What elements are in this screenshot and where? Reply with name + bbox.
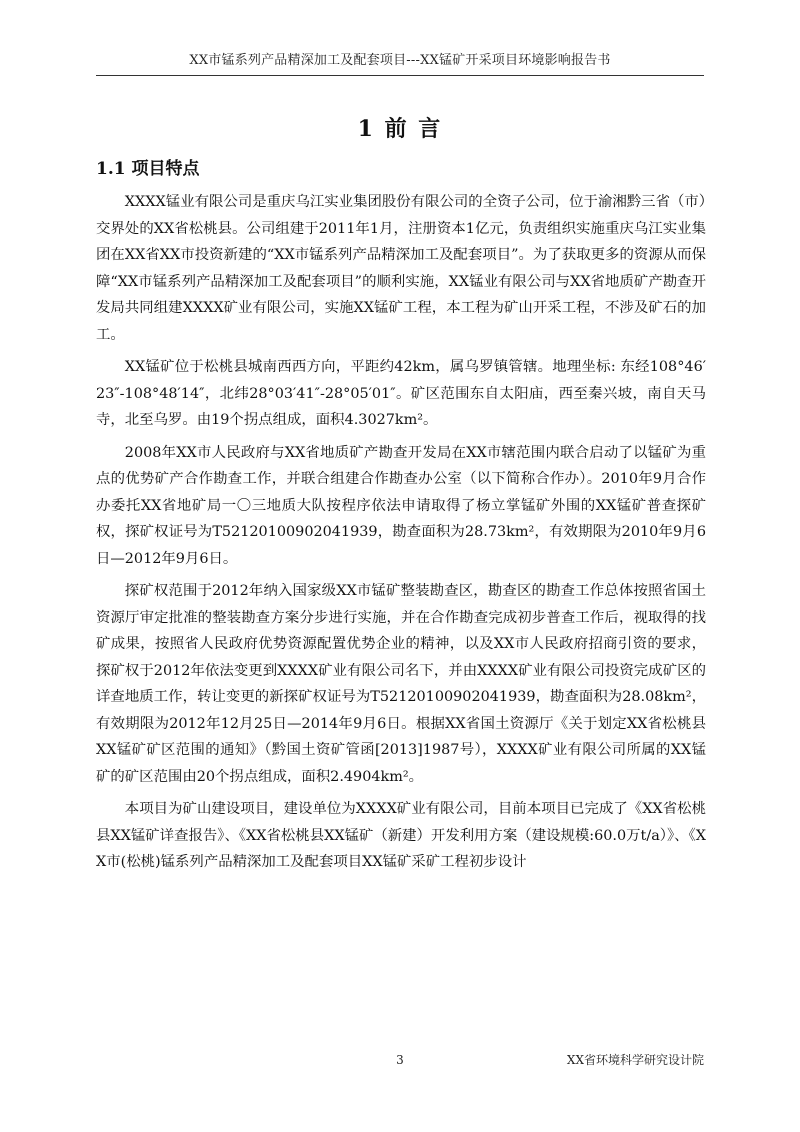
institute-name: XX省环境科学研究设计院 <box>566 1053 704 1067</box>
paragraph-company-intro: XXXX锰业有限公司是重庆乌江实业集团股份有限公司的全资子公司，位于渝湘黔三省（市）交界处的XX省松桃县。公司组建于2011年1月，注册资本1亿元，负责组织实施重庆乌江实业集团在XX省XX市投资新建的“XX市锰系列产品精深加工及配套项目”。为了获取更多的资源从而保障“XX市锰系列产品精深加工及配套项目”的顺利实施，XX锰业有限公司与XX省地质矿产勘查开发局共同组建XXXX矿业有限公司，实施XX锰矿工程，本工程为矿山开采工程，不涉及矿石的加工。 <box>96 194 706 343</box>
chapter-title: 1 前 言 <box>357 116 443 142</box>
body-text <box>96 189 706 882</box>
paragraph-project-status: 本项目为矿山建设项目，建设单位为XXXX矿业有限公司，目前本项目已完成了《XX省松桃县XX锰矿详查报告》、《XX省松桃县XX锰矿（新建）开发利用方案（建设规模:60.0万t/a）》、《XX市(松桃)锰系列产品精深加工及配套项目XX锰矿采矿工程初步设计 <box>96 801 706 870</box>
running-header: XX市锰系列产品精深加工及配套项目---XX锰矿开采项目环境影响报告书 <box>189 53 611 68</box>
paragraph-location: XX锰矿位于松桃县城南西西方向，平距约42km，属乌罗镇管辖。地理坐标: 东经108°46′23″-108°48′14″，北纬28°03′41″-28°05′01″。矿区范围东自太阳庙，西至秦兴坡，南自天马寺，北至乌罗。由19个拐点组成，面积4.3027km²。 <box>96 359 706 428</box>
header-divider <box>96 75 704 76</box>
page-number: 3 <box>396 1053 404 1067</box>
paragraph-exploration-2008: 2008年XX市人民政府与XX省地质矿产勘查开发局在XX市辖范围内联合启动了以锰矿为重点的优势矿产合作勘查工作，并联合组建合作勘查办公室（以下简称合作办）。2010年9月合作办委托XX省地矿局一〇三地质大队按程序依法申请取得了杨立掌锰矿外围的XX锰矿普查探矿权，探矿权证号为T52120100902041939，勘查面积为28.73km²，有效期限为2010年9月6日—2012年9月6日。 <box>96 444 706 567</box>
section-title: 1.1 项目特点 <box>96 159 200 179</box>
page-footer <box>96 1050 704 1070</box>
paragraph-exploration-right: 探矿权范围于2012年纳入国家级XX市锰矿整装勘查区，勘查区的勘查工作总体按照省国土资源厅审定批准的整装勘查方案分步进行实施，并在合作勘查完成初步普查工作后，视取得的找矿成果，按照省人民政府优势资源配置优势企业的精神，以及XX市人民政府招商引资的要求，探矿权于2012年依法变更到XXXX矿业有限公司名下，并由XXXX矿业有限公司投资完成矿区的详查地质工作，转让变更的新探矿权证号为T52120100902041939，勘查面积为28.08km²，有效期限为2012年12月25日—2014年9月6日。根据XX省国土资源厅《关于划定XX省松桃县XX锰矿矿区范围的通知》（黔国土资矿管函[2013]1987号），XXXX矿业有限公司所属的XX锰矿的矿区范围由20个拐点组成，面积2.4904km²。 <box>96 583 706 785</box>
